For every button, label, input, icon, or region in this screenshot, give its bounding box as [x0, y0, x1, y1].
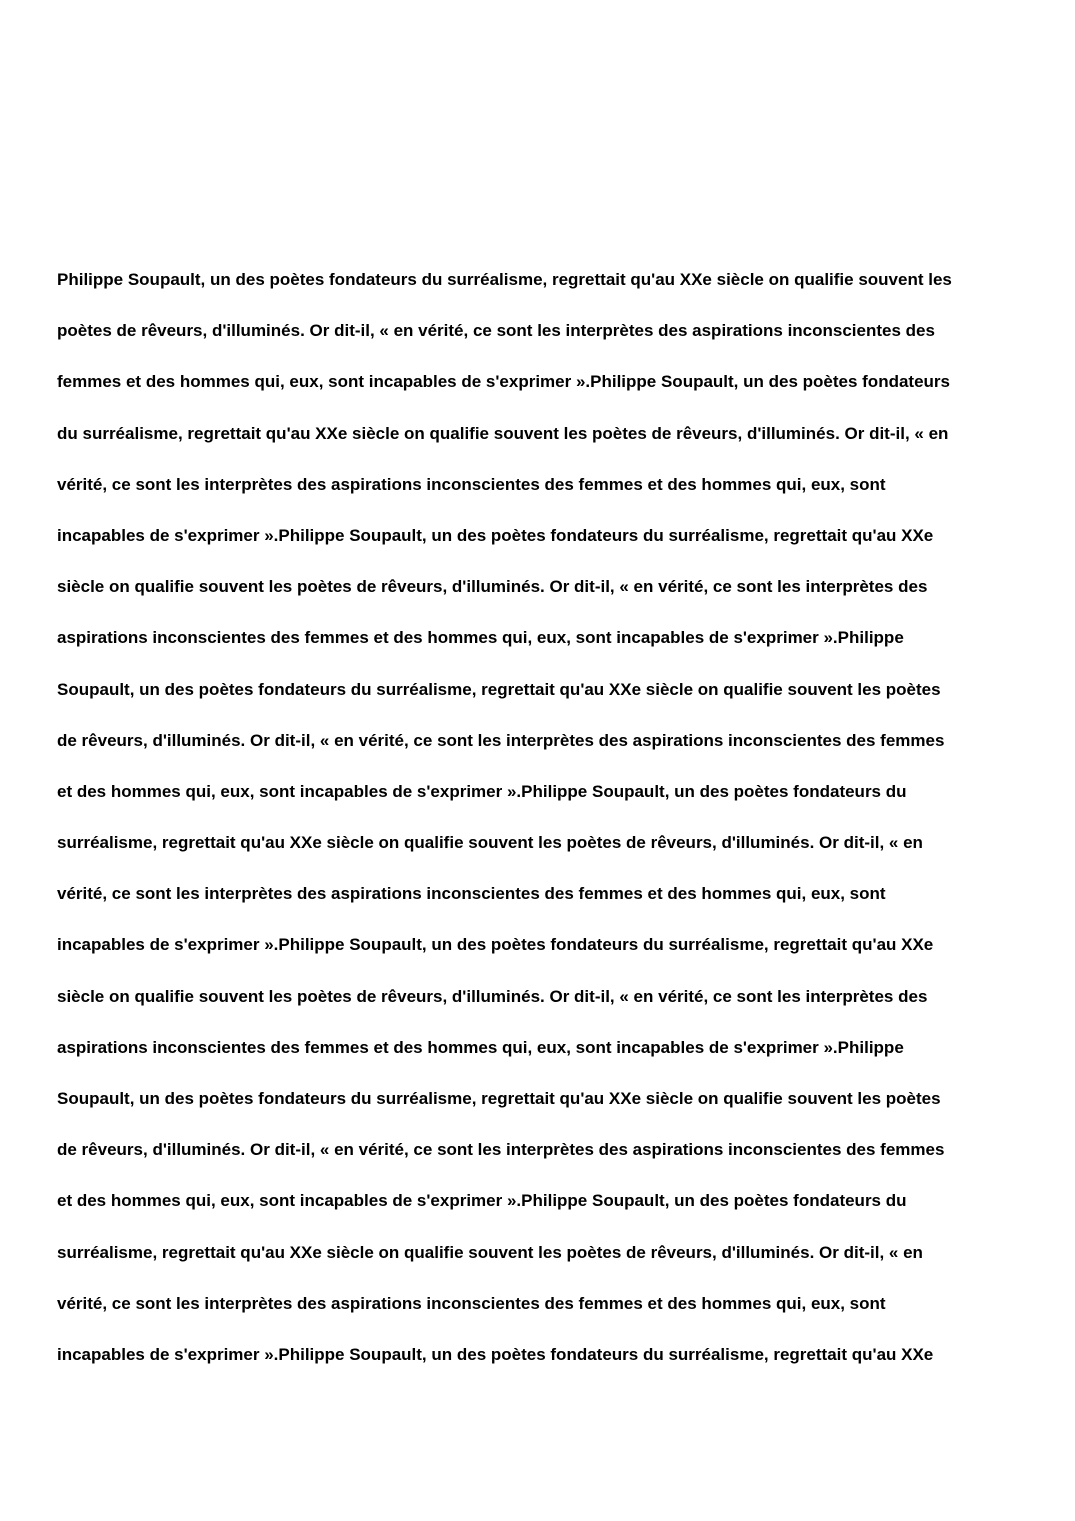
text-line: surréalisme, regrettait qu'au XXe siècle on qualifie souvent les poètes de rêveurs, d'illuminés. Or dit-il, « en	[57, 833, 923, 853]
text-line: de rêveurs, d'illuminés. Or dit-il, « en vérité, ce sont les interprètes des aspirations inconscientes des femmes	[57, 730, 945, 750]
text-line: et des hommes qui, eux, sont incapables de s'exprimer ».Philippe Soupault, un des poètes fondateurs du	[57, 781, 907, 801]
text-line: siècle on qualifie souvent les poètes de rêveurs, d'illuminés. Or dit-il, « en vérité, ce sont les interprètes des	[57, 986, 928, 1006]
text-line: siècle on qualifie souvent les poètes de rêveurs, d'illuminés. Or dit-il, « en vérité, ce sont les interprètes des	[57, 577, 928, 597]
text-line: Soupault, un des poètes fondateurs du surréalisme, regrettait qu'au XXe siècle on qualifie souvent les poètes	[57, 1089, 941, 1108]
text-line: aspirations inconscientes des femmes et des hommes qui, eux, sont incapables de s'exprimer ».Philippe	[57, 1037, 904, 1057]
text-line: poètes de rêveurs, d'illuminés. Or dit-il, « en vérité, ce sont les interprètes des aspirations inconscientes des	[57, 321, 935, 341]
text-line: Philippe Soupault, un des poètes fondateurs du surréalisme, regrettait qu'au XXe siècle on qualifie souvent les	[57, 270, 952, 289]
text-line: du surréalisme, regrettait qu'au XXe siècle on qualifie souvent les poètes de rêveurs, d'illuminés. Or dit-il, « en	[57, 423, 949, 443]
text-line: femmes et des hommes qui, eux, sont incapables de s'exprimer ».Philippe Soupault, un des poètes fondateurs	[57, 372, 950, 392]
text-line: et des hommes qui, eux, sont incapables de s'exprimer ».Philippe Soupault, un des poètes fondateurs du	[57, 1191, 907, 1211]
body-paragraph	[57, 266, 1017, 1392]
text-line: incapables de s'exprimer ».Philippe Soupault, un des poètes fondateurs du surréalisme, regrettait qu'au XXe	[57, 935, 934, 955]
text-line: surréalisme, regrettait qu'au XXe siècle on qualifie souvent les poètes de rêveurs, d'illuminés. Or dit-il, « en	[57, 1242, 923, 1262]
text-line: Soupault, un des poètes fondateurs du surréalisme, regrettait qu'au XXe siècle on qualifie souvent les poètes	[57, 679, 941, 699]
text-line: vérité, ce sont les interprètes des aspirations inconscientes des femmes et des hommes qui, eux, sont	[57, 884, 886, 904]
text-line: incapables de s'exprimer ».Philippe Soupault, un des poètes fondateurs du surréalisme, regrettait qu'au XXe	[57, 525, 934, 545]
text-line: de rêveurs, d'illuminés. Or dit-il, « en vérité, ce sont les interprètes des aspirations inconscientes des femmes	[57, 1140, 945, 1160]
text-line: vérité, ce sont les interprètes des aspirations inconscientes des femmes et des hommes qui, eux, sont	[57, 474, 886, 494]
text-line: vérité, ce sont les interprètes des aspirations inconscientes des femmes et des hommes qui, eux, sont	[57, 1293, 886, 1313]
text-line: incapables de s'exprimer ».Philippe Soupault, un des poètes fondateurs du surréalisme, regrettait qu'au XXe	[57, 1344, 934, 1364]
text-line: aspirations inconscientes des femmes et des hommes qui, eux, sont incapables de s'exprimer ».Philippe	[57, 628, 904, 648]
